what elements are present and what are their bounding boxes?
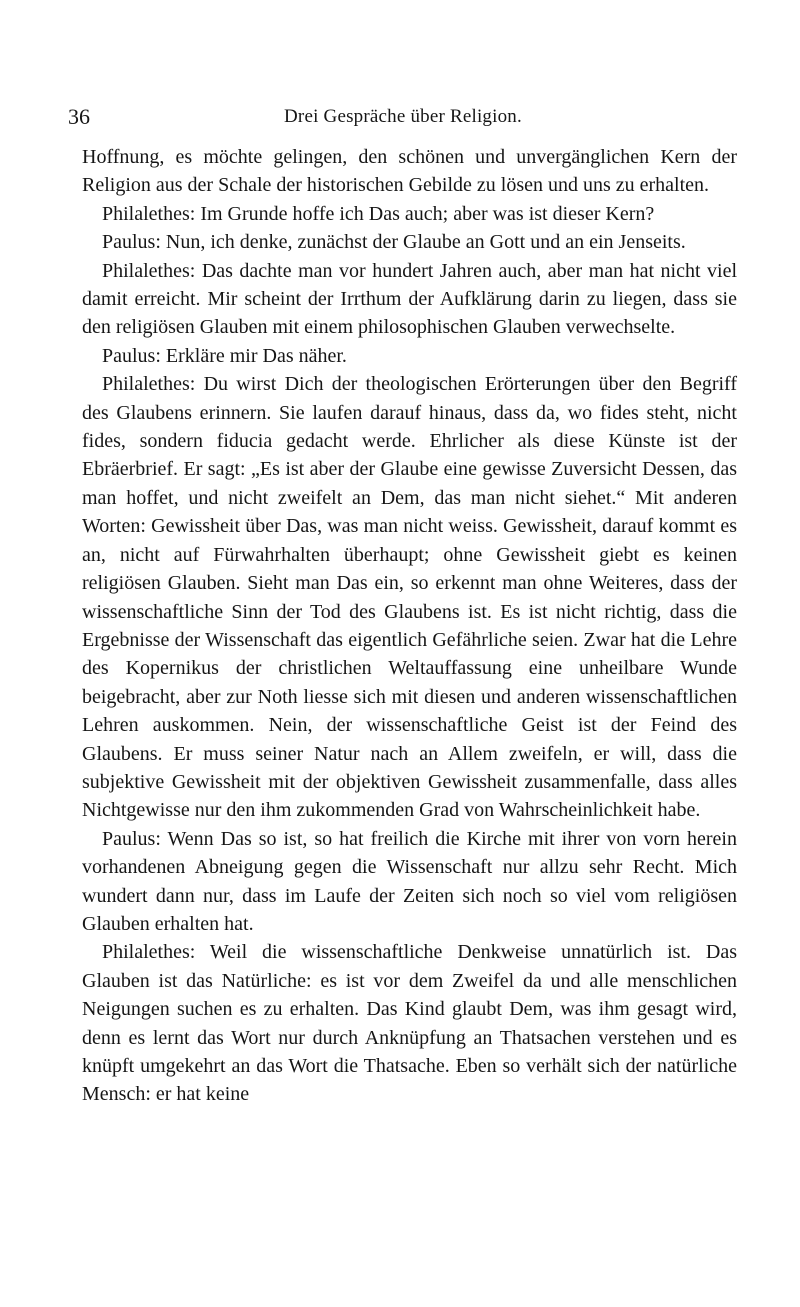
paragraph: Philalethes: Das dachte man vor hundert Jahren auch, aber man hat nicht viel damit erreicht. Mir scheint der Irrthum der Aufklärung darin zu liegen, dass sie den religiösen Glauben mit einem philosophischen Glauben verwechselte. [82, 259, 737, 339]
paragraph: Paulus: Nun, ich denke, zunächst der Glaube an Gott und an ein Jenseits. [102, 231, 686, 254]
paragraph: Philalethes: Weil die wissenschaftliche Denkweise unnatürlich ist. Das Glauben ist das Natürliche: es ist vor dem Zweifel da und alle menschlichen Neigungen suchen es zu erhalten. Das Kind glaubt Dem, was ihm gesagt wird, denn es lernt das Wort nur durch Anknüpfung an Thatsachen verstehen und es knüpft umgekehrt an das Wort die Thatsache. Eben so verhält sich der natürliche Mensch: er hat keine [82, 941, 737, 1106]
running-head [68, 102, 738, 132]
paragraph: Paulus: Erkläre mir Das näher. [102, 344, 347, 367]
paragraph: Philalethes: Im Grunde hoffe ich Das auch; aber was ist dieser Kern? [102, 202, 655, 225]
paragraph: Philalethes: Du wirst Dich der theologischen Erörterungen über den Begriff des Glaubens erinnern. Sie laufen darauf hinaus, dass da, wo fides steht, nicht fides, sondern fiducia gedacht werde. Ehrlicher als diese Künste ist der Ebräerbrief. Er sagt: „Es ist aber der Glaube eine gewisse Zuversicht Dessen, das man hoffet, und nicht zweifelt an Dem, das man nicht siehet.“ Mit anderen Worten: Gewissheit über Das, was man nicht weiss. Gewissheit, darauf kommt es an, nicht auf Fürwahrhalten überhaupt; ohne Gewissheit giebt es keinen religiösen Glauben. Sieht man Das ein, so erkennt man ohne Weiteres, dass der wissenschaftliche Sinn der Tod des Glaubens ist. Es ist nicht richtig, dass die Ergebnisse der Wissenschaft das eigentlich Gefährliche seien. Zwar hat die Lehre des Kopernikus der christlichen Weltauffassung eine unheilbare Wunde beigebracht, aber zur Noth liesse sich mit diesen und anderen wissenschaftlichen Lehren auskommen. Nein, der wissenschaftliche Geist ist der Feind des Glaubens. Er muss seiner Natur nach an Allem zweifeln, er will, dass die subjektive Gewissheit mit der objektiven Gewissheit zusammenfalle, dass alles Nichtgewisse nur den ihm zukommenden Grad von Wahrscheinlichkeit habe. [82, 373, 737, 822]
paragraph: Paulus: Wenn Das so ist, so hat freilich die Kirche mit ihrer von vorn herein vorhandenen Abneigung gegen die Wissenschaft nur allzu sehr Recht. Mich wundert dann nur, dass im Laufe der Zeiten sich noch so viel vom religiösen Glauben erhalten hat. [82, 827, 737, 935]
page-number: 36 [68, 104, 90, 129]
body-text [82, 143, 737, 1109]
running-title: Drei Gespräche über Religion. [284, 106, 522, 127]
paragraph-continuation: Hoffnung, es möchte gelingen, den schönen und unvergänglichen Kern der Religion aus der Schale der historischen Gebilde zu lösen und uns zu erhalten. [82, 146, 737, 197]
